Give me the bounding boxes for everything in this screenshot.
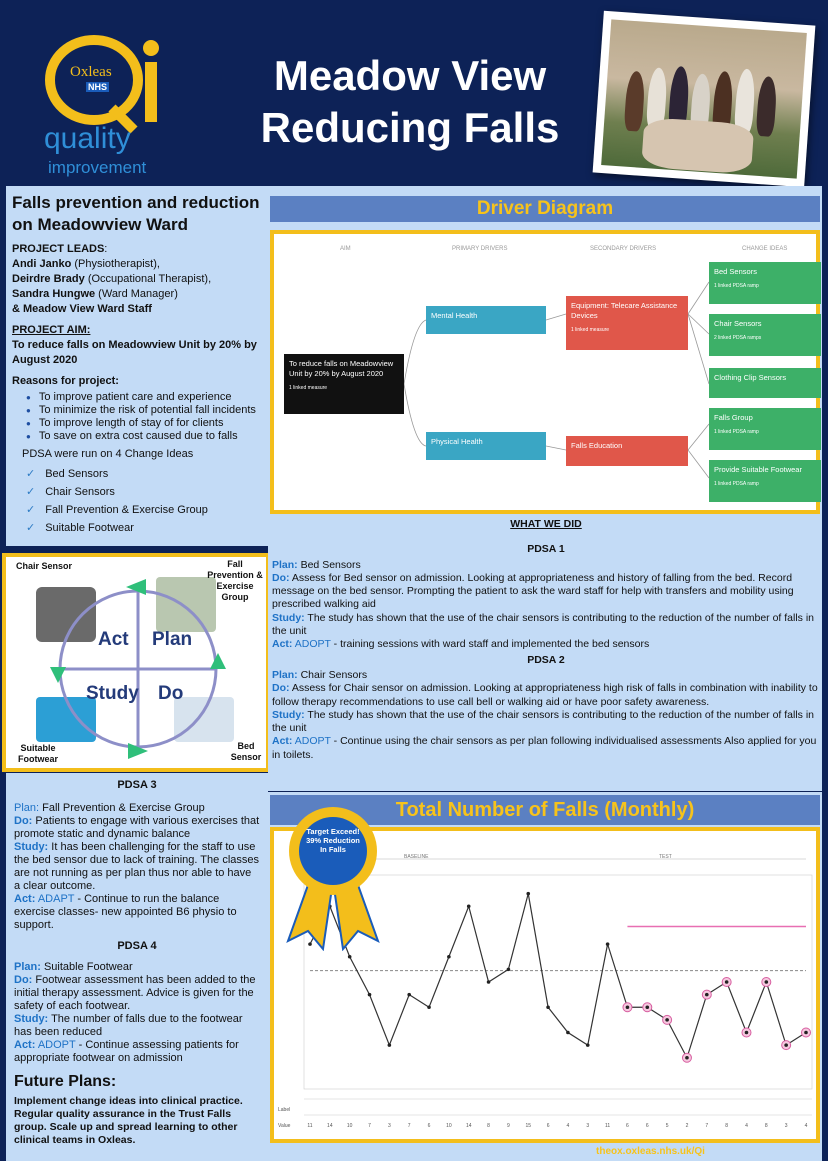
primary-driver-node: Physical Health: [426, 432, 546, 460]
list-item: ✓ Bed Sensors: [12, 465, 262, 483]
data-point: [368, 993, 372, 997]
value-label: 6: [546, 1123, 550, 1129]
value-label: 15: [525, 1123, 532, 1129]
list-item: ● To save on extra cost caused due to falls: [12, 430, 262, 443]
data-point: [705, 993, 709, 997]
bed-sensor-label: Bed Sensor: [230, 741, 262, 762]
list-item: ✓ Suitable Footwear: [12, 519, 262, 537]
row-label: Value: [278, 1123, 291, 1129]
header: [0, 0, 828, 185]
footer-url: theox.oxleas.nhs.uk/Qi: [596, 1146, 705, 1157]
test-label: TEST: [659, 854, 672, 860]
leads-label: PROJECT LEADS: [12, 243, 105, 255]
oxleas-qi-logo: [42, 30, 182, 180]
data-point: [566, 1031, 570, 1035]
logo-improvement: improvement: [48, 158, 147, 177]
baseline-label: BASELINE: [404, 854, 429, 860]
chart-title: Total Number of Falls (Monthly): [270, 795, 820, 825]
act-label: Act: [98, 629, 129, 650]
data-point: [804, 1031, 808, 1035]
value-label: 4: [745, 1123, 748, 1129]
data-point: [427, 1005, 431, 1009]
data-point: [685, 1056, 689, 1060]
falls-chart: [270, 827, 820, 1143]
pdsa3-4-panel: PDSA 3 Plan: Fall Prevention & Exercise Group Do: Patients to engage with various exercises that promote static and dynamic balance Study: It has been challenging for the staff to use the bed sensor due to lack of training. The classes are not running as per plan thus nor able to have a clear outcome. Act: ADAPT - Continue to run the balance exercise classes- new appointed B6 physio to support. PDSA 4 Plan: Suitable Footwear Do: Footwear assessment has been added to the initial therapy assessment. Advice is given for the safety of each footwear. Study: The number of falls due to the footwear has been reduced Act: ADOPT - Continue assessing patients for appropriate footwear on admission Future Plans: Implement change ideas into clinical practice. Regular quality assurance in the Trust Falls group. Scale up and spread learning to other clinical teams in Oxleas.: [6, 773, 268, 1161]
data-point: [467, 904, 471, 908]
value-label: 14: [465, 1123, 472, 1129]
col-header: SECONDARY DRIVERS: [590, 246, 657, 252]
data-point: [526, 892, 530, 896]
pdsa1-title: PDSA 1: [527, 543, 565, 556]
data-point: [645, 1005, 649, 1009]
col-header: PRIMARY DRIVERS: [452, 246, 508, 252]
change-idea-node: Falls Group 1 linked PDSA ramp: [709, 408, 821, 450]
logo-nhs: NHS: [88, 82, 108, 92]
data-point: [487, 980, 491, 984]
value-label: 11: [604, 1123, 611, 1129]
data-point: [407, 993, 411, 997]
data-point: [586, 1043, 590, 1047]
chair-sensor-label: Chair Sensor: [16, 561, 73, 571]
do-label: Do: [158, 683, 184, 704]
value-label: 10: [346, 1123, 353, 1129]
change-idea-node: Provide Suitable Footwear 1 linked PDSA ramp: [709, 460, 821, 502]
reasons-label: Reasons for project:: [12, 375, 119, 387]
lead-name: & Meadow View Ward Staff: [12, 303, 152, 315]
data-point: [348, 955, 352, 959]
value-label: 3: [784, 1123, 788, 1129]
wwd-title: WHAT WE DID: [510, 518, 582, 530]
future-title: Future Plans:: [14, 1073, 117, 1090]
value-label: 11: [307, 1123, 313, 1129]
fall-prevention-label: Fall Prevention & Exercise Group: [207, 559, 263, 602]
value-label: 7: [705, 1123, 709, 1129]
data-point: [447, 955, 451, 959]
footwear-label: Suitable Footwear: [17, 743, 58, 764]
intro-panel: Falls prevention and reduction on Meadowview Ward PROJECT LEADS: Andi Janko (Physiotherapist), Deirdre Brady (Occupational Therapist), Sandra Hungwe (Ward Manager) & Meadow View Ward Staff PROJECT AIM: To reduce falls on Meadowview Unit by 20% by August 2020 Reasons for project: ● To improve patient care and experience ● To minimize the risk of potential fall incidents ● To improve length of stay of for clients ● To save on extra cost caused due to falls PDSA were run on 4 Change Ideas ✓ Bed Sensors ✓ Chair Sensors ✓ Fall Prevention & Exercise Group ✓ Suitable Footwear: [6, 186, 268, 546]
data-point: [606, 942, 610, 946]
pdsa-intro: PDSA were run on 4 Change Ideas: [22, 448, 194, 460]
value-label: 3: [387, 1123, 391, 1129]
change-idea-node: Bed Sensors 1 linked PDSA ramp: [709, 262, 821, 304]
primary-driver-node: Mental Health: [426, 306, 546, 334]
value-label: 8: [725, 1123, 729, 1129]
data-point: [784, 1043, 788, 1047]
secondary-driver-node: Equipment: Telecare Assistance Devices 1 linked measure: [566, 296, 688, 350]
study-label: Study: [86, 683, 139, 704]
value-label: 7: [407, 1123, 411, 1129]
list-item: ✓ Fall Prevention & Exercise Group: [12, 501, 262, 519]
driver-diagram: [270, 230, 820, 514]
change-idea-node: Clothing Clip Sensors: [709, 368, 821, 398]
list-item: ● To minimize the risk of potential fall incidents: [12, 404, 262, 417]
pdsa3-title: PDSA 3: [117, 779, 157, 791]
data-point: [626, 1005, 630, 1009]
list-item: ● To improve length of stay of for clients: [12, 417, 262, 430]
target-badge: [278, 801, 388, 951]
value-label: 6: [427, 1123, 431, 1129]
secondary-driver-node: Falls Education: [566, 436, 688, 466]
value-label: 4: [804, 1123, 808, 1129]
data-point: [765, 980, 769, 984]
pdsa2-title: PDSA 2: [527, 653, 565, 666]
value-label: 6: [626, 1123, 629, 1129]
aim-text: To reduce falls on Meadowview Unit by 20% by August 2020: [12, 339, 257, 366]
lead-name: Deirdre Brady: [12, 273, 85, 285]
value-label: 8: [487, 1123, 490, 1129]
logo-quality: quality: [44, 122, 131, 155]
badge-text: Target Exceed! 39% Reduction In Falls: [306, 827, 360, 854]
data-point: [725, 980, 729, 984]
data-point: [388, 1043, 392, 1047]
value-label: 7: [368, 1123, 371, 1129]
poster-title: Meadow View Reducing Falls: [260, 52, 560, 151]
value-label: 6: [645, 1123, 649, 1129]
future-text: Implement change ideas into clinical practice. Regular quality assurance in the Trust Falls group. Scale up and spread learning to other clinical teams in Oxleas.: [14, 1095, 243, 1146]
lead-name: Andi Janko: [12, 258, 72, 270]
data-point: [507, 968, 511, 972]
pdsa4-title: PDSA 4: [117, 940, 157, 952]
change-idea-node: Chair Sensors 2 linked PDSA ramps: [709, 314, 821, 356]
row-label: Label: [278, 1107, 291, 1113]
aim-label: PROJECT AIM:: [12, 324, 91, 336]
aim-node: To reduce falls on Meadowview Unit by 20% by August 2020 1 linked measure: [284, 354, 404, 414]
value-label: 10: [446, 1123, 452, 1129]
data-point: [665, 1018, 669, 1022]
value-label: 14: [327, 1123, 333, 1129]
pdsa-cycle-figure: [2, 553, 270, 772]
list-item: ● To improve patient care and experience: [12, 391, 262, 404]
plan-label: Plan: [152, 629, 193, 650]
intro-heading: Falls prevention and reduction on Meadowview Ward: [12, 193, 260, 234]
logo-org: Oxleas: [70, 64, 112, 80]
col-header: AIM: [340, 246, 351, 252]
data-point: [546, 1005, 550, 1009]
value-label: 8: [764, 1123, 768, 1129]
value-label: 4: [566, 1123, 570, 1129]
col-header: CHANGE IDEAS: [742, 246, 788, 252]
what-we-did: WHAT WE DID PDSA 1 Plan: Bed Sensors Do: Assess for Bed sensor on admission. Looking at appropriateness and history of falling from the bed. Record message on the bed sensor. Prompting the patient to ask the ward staff for help with transfers and mobility using prescribed walking aid Study: The study has shown that the use of the chair sensors is contributing to the reduction of the number of falls in the unit Act: ADOPT - training sessions with ward staff and implemented the bed sensors PDSA 2 Plan: Chair Sensors Do: Assess for Chair sensor on admission. Looking at appropriateness high risk of falls in combination with inability to follow therapy recommendations to use call bell or walking aid or have poor safety awareness. Study: The study has shown that the use of the chair sensors is contributing to the reduction of the number of falls in the unit Act: ADOPT - Continue using the chair sensors as per plan following individualised assessments Also applied for you in toilets.: [272, 518, 820, 762]
value-label: 9: [507, 1123, 510, 1129]
value-label: 2: [685, 1123, 689, 1129]
value-label: 3: [586, 1123, 590, 1129]
value-label: 5: [665, 1123, 669, 1129]
driver-diagram-title: Driver Diagram: [270, 196, 820, 222]
data-point: [745, 1031, 749, 1035]
list-item: ✓ Chair Sensors: [12, 483, 262, 501]
lead-name: Sandra Hungwe: [12, 288, 96, 300]
team-photo: [593, 11, 816, 187]
